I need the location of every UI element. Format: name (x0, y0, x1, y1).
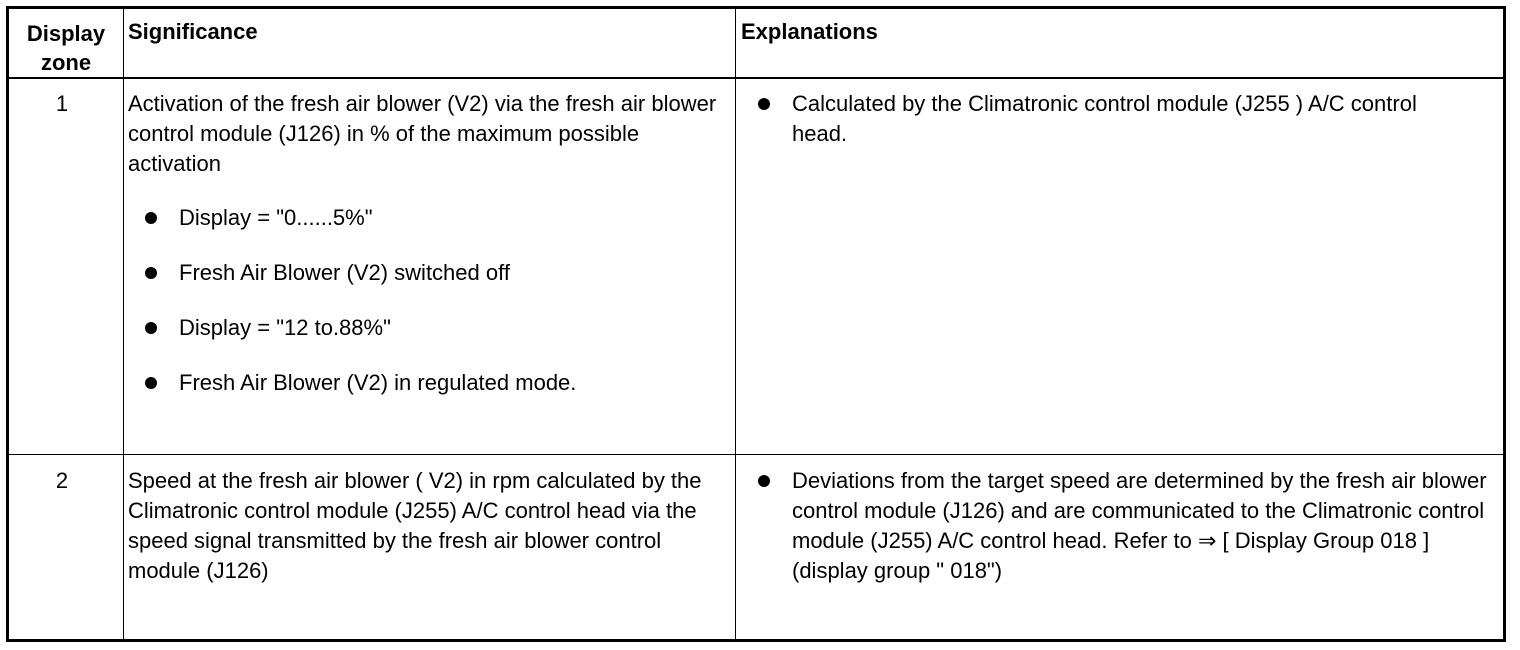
list-item: Display = "0......5%" (128, 203, 728, 233)
row-2-significance (128, 466, 728, 586)
display-zone-table (6, 6, 1506, 642)
list-item: Calculated by the Climatronic control module (J255 ) A/C control head. (741, 89, 1442, 149)
row-divider (9, 454, 1503, 455)
row-1-explanations-list (741, 89, 1501, 149)
header-explanations: Explanations (741, 19, 878, 44)
list-item: Fresh Air Blower (V2) switched off (128, 258, 728, 288)
row-2-significance-text: Speed at the fresh air blower ( V2) in rpm calculated by the Climatronic control module (J255) A/C control head via the speed signal transmitted by the fresh air blower control module (J126) (128, 468, 702, 583)
list-item: Fresh Air Blower (V2) in regulated mode. (128, 368, 728, 398)
bullet-dot-icon (145, 212, 157, 224)
list-item: Display = "12 to.88%" (128, 313, 728, 343)
header-display-zone: Display zone (26, 21, 106, 75)
header-divider (9, 77, 1503, 79)
column-divider (735, 9, 736, 639)
row-1-significance-list (128, 203, 728, 398)
row-2-explanations (741, 466, 1505, 586)
row-2-zone: 2 (55, 468, 69, 493)
bullet-dot-icon (145, 322, 157, 334)
row-1-significance (128, 89, 728, 398)
column-divider (123, 9, 124, 639)
row-1-significance-text: Activation of the fresh air blower (V2) via the fresh air blower control module (J126) in % of the maximum possible activation (128, 91, 717, 176)
explanation-text[interactable]: Deviations from the target speed are determined by the fresh air blower control module (J126) and are communicated to the Climatronic control module (J255) A/C control head. Refer to ⇒ [ Display Group 018 ] (display group " 018") (792, 468, 1487, 583)
bullet-dot-icon (758, 475, 770, 487)
row-2-explanations-list (741, 466, 1505, 586)
list-item (741, 466, 1505, 586)
bullet-dot-icon (145, 267, 157, 279)
header-significance: Significance (128, 19, 258, 44)
bullet-dot-icon (145, 377, 157, 389)
bullet-dot-icon (758, 98, 770, 110)
row-1-explanations (741, 89, 1501, 149)
row-1-zone: 1 (55, 91, 69, 116)
